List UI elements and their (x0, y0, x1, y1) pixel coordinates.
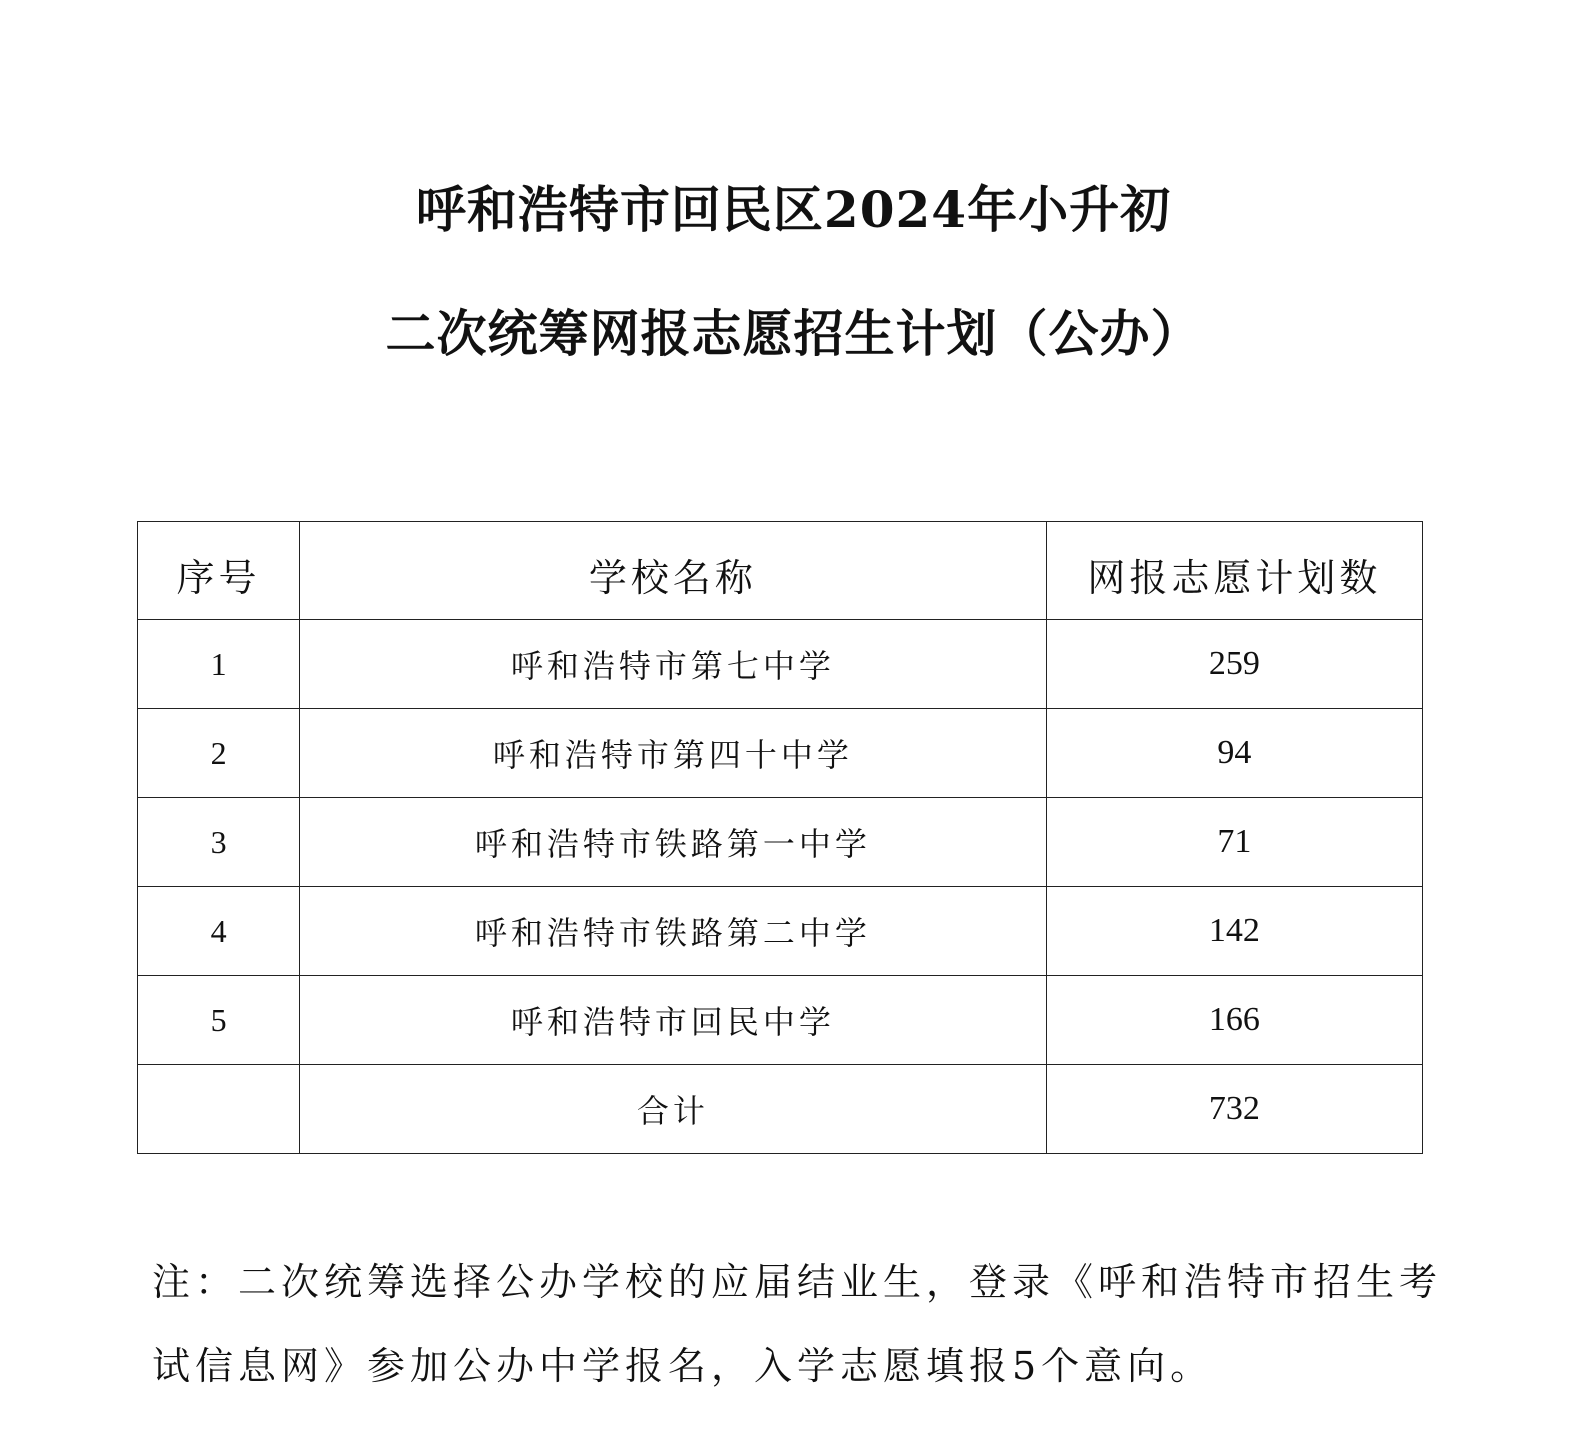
row-school-name: 呼和浩特市铁路第一中学 (300, 798, 1047, 887)
footnote-line-2: 试信息网》参加公办中学报名，入学志愿填报5个意向。 (152, 1344, 1214, 1388)
row-serial-number: 4 (138, 887, 300, 976)
total-label: 合计 (300, 1065, 1047, 1154)
table-row (138, 798, 1423, 887)
page-title-line-2: 二次统筹网报志愿招生计划（公办） (385, 304, 1202, 363)
table-total-row (138, 1065, 1423, 1154)
enrollment-plan-table (137, 521, 1423, 1154)
table-header-row (138, 522, 1423, 620)
row-plan-count: 94 (1046, 709, 1422, 798)
footnote-line-1: 注：二次统筹选择公办学校的应届结业生，登录《呼和浩特市招生考 (152, 1260, 1443, 1304)
row-school-name: 呼和浩特市第七中学 (300, 620, 1047, 709)
table-row (138, 976, 1423, 1065)
header-school-name: 学校名称 (300, 522, 1047, 620)
page-title-line-1: 呼和浩特市回民区2024年小升初 (415, 180, 1172, 239)
row-serial-number: 2 (138, 709, 300, 798)
total-serial-number (138, 1065, 300, 1154)
row-serial-number: 1 (138, 620, 300, 709)
header-serial-number: 序号 (138, 522, 300, 620)
row-school-name: 呼和浩特市回民中学 (300, 976, 1047, 1065)
total-plan-count: 732 (1046, 1065, 1422, 1154)
row-plan-count: 259 (1046, 620, 1422, 709)
row-plan-count: 166 (1046, 976, 1422, 1065)
row-school-name: 呼和浩特市铁路第二中学 (300, 887, 1047, 976)
footnote (152, 1240, 1443, 1408)
table-row (138, 620, 1423, 709)
row-plan-count: 142 (1046, 887, 1422, 976)
table-row (138, 709, 1423, 798)
table-row (138, 887, 1423, 976)
row-serial-number: 3 (138, 798, 300, 887)
row-school-name: 呼和浩特市第四十中学 (300, 709, 1047, 798)
row-plan-count: 71 (1046, 798, 1422, 887)
row-serial-number: 5 (138, 976, 300, 1065)
header-plan-count: 网报志愿计划数 (1046, 522, 1422, 620)
